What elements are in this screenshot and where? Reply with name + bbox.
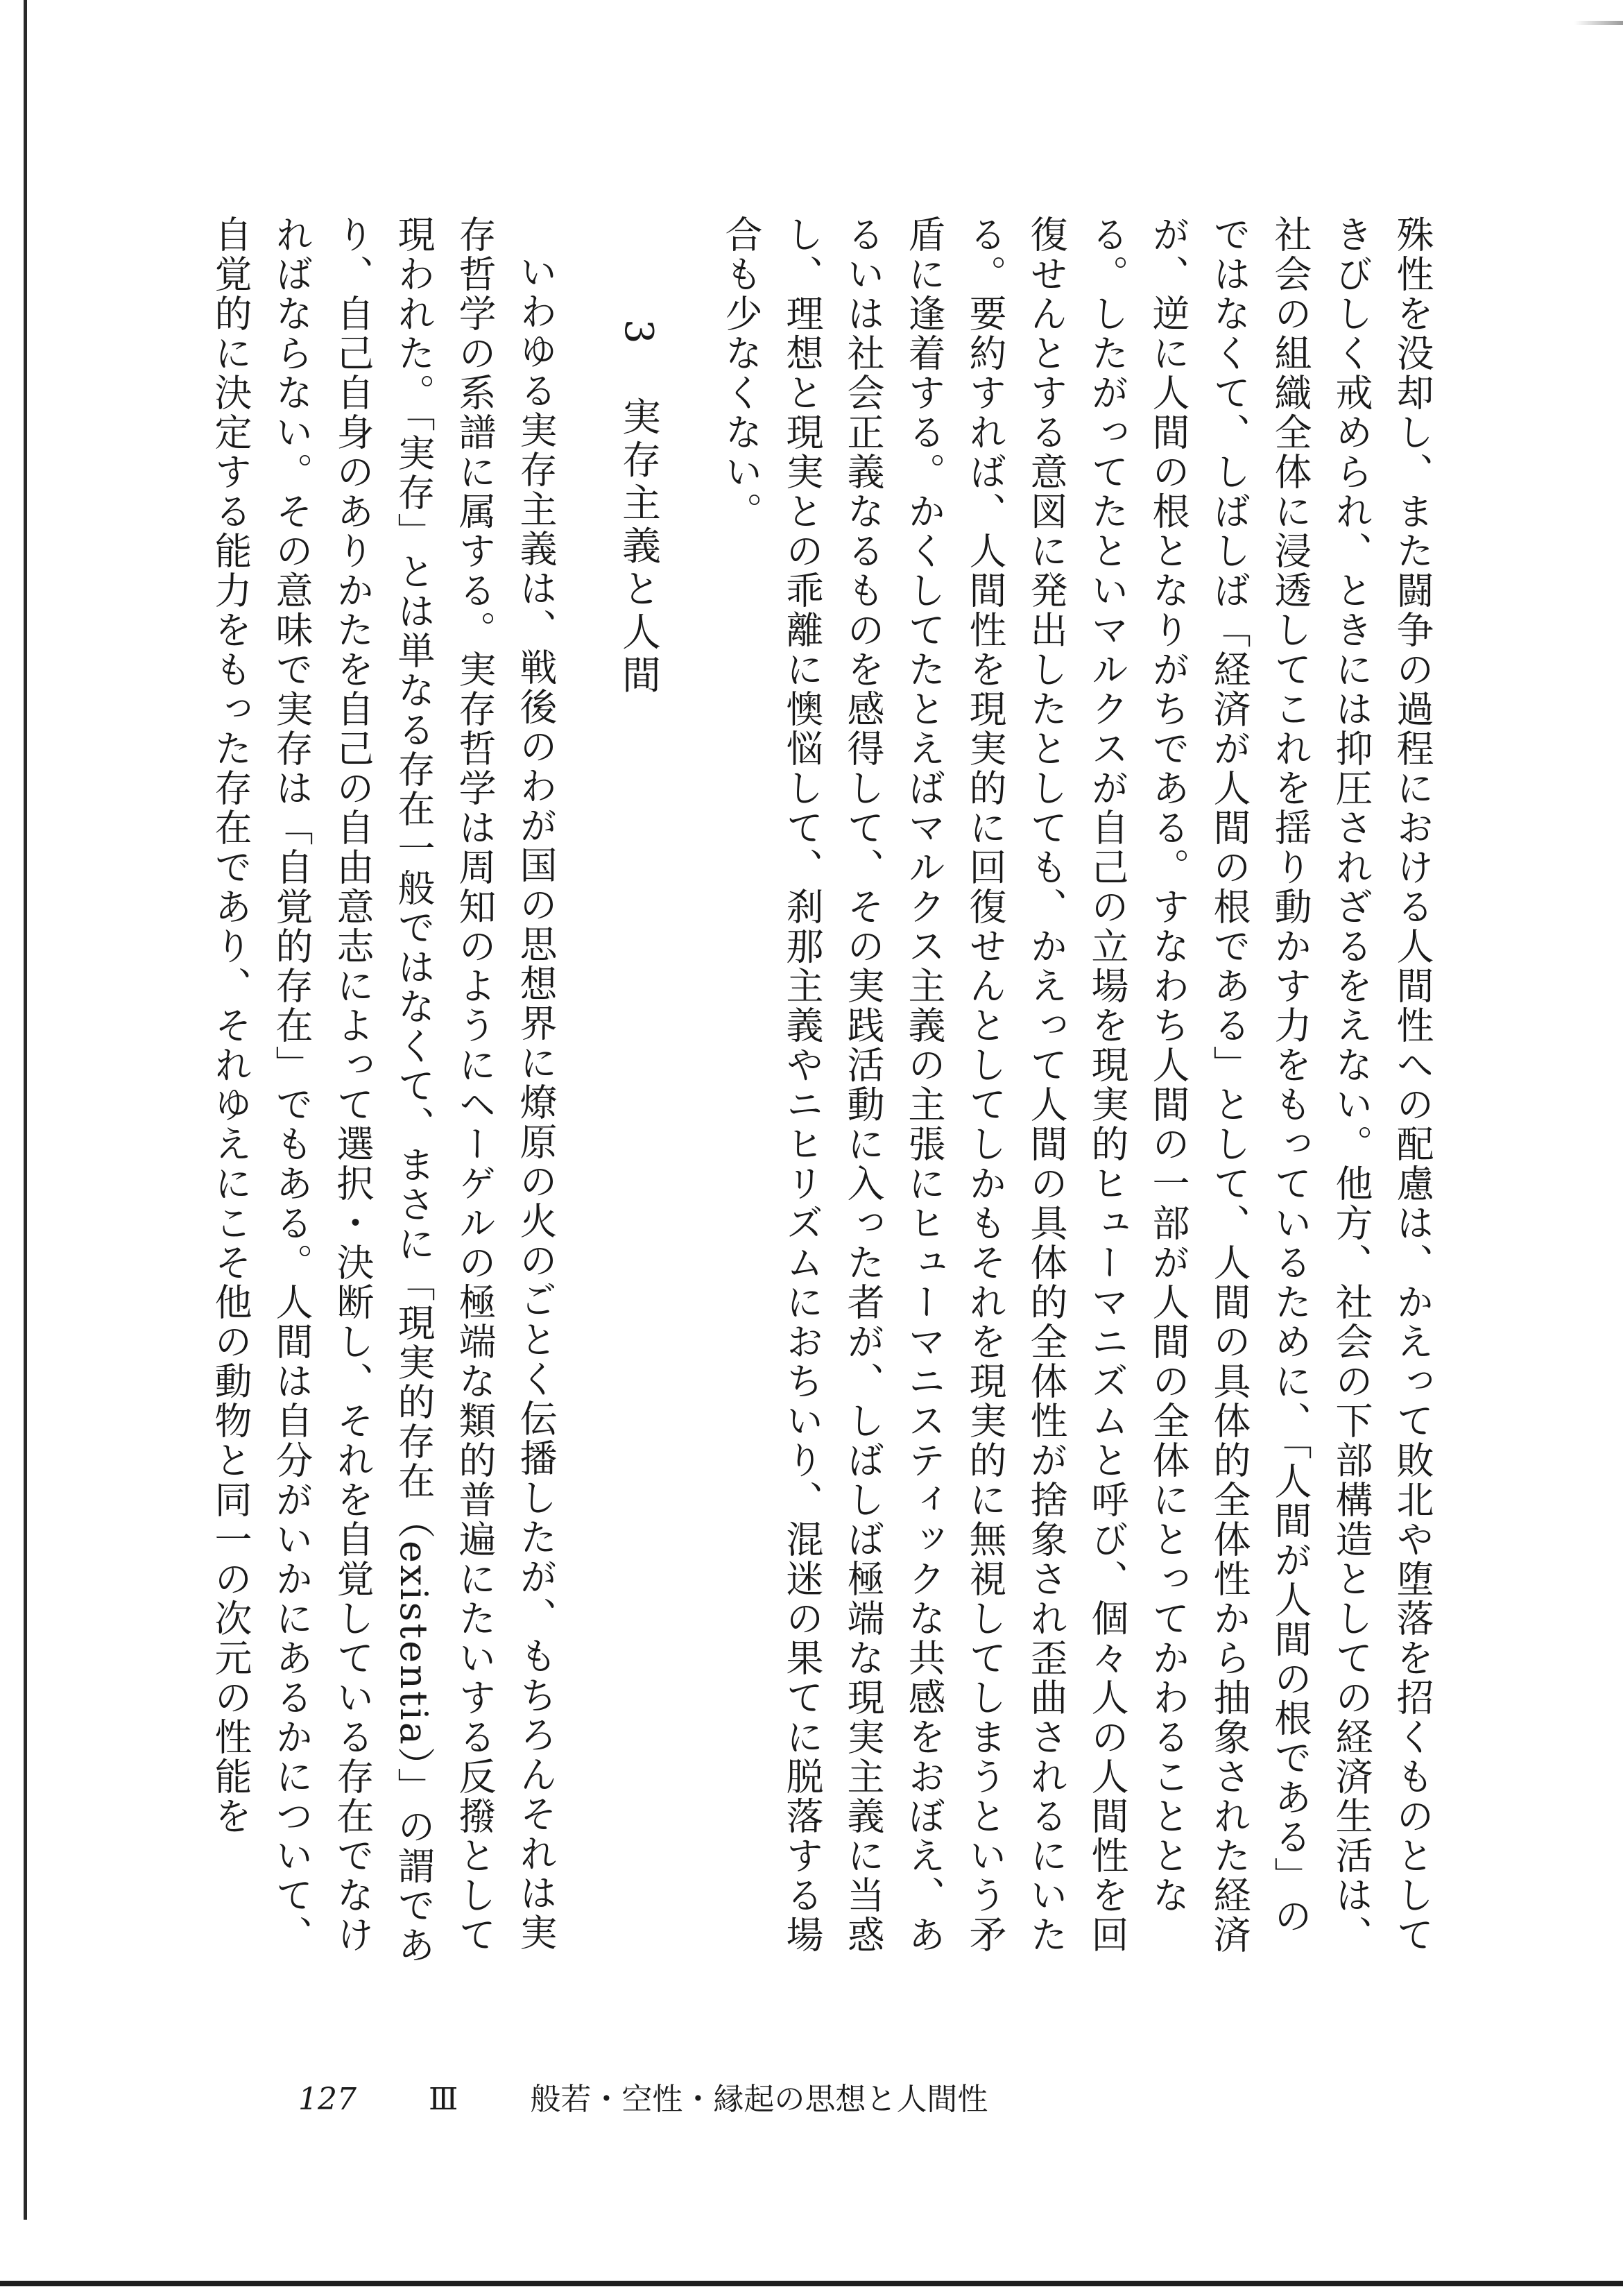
- part-title: 般若・空性・縁起の思想と人間性: [530, 2082, 988, 2117]
- paragraph-existentialism: いわゆる実存主義は、戦後のわが国の思想界に燎原の火のごとく伝播したが、もちろんそれは実存哲学の系譜に属する。実存哲学は周知のようにヘーゲルの極端な類的普遍にたいする反撥として現われた。「実存」とは単なる存在一般ではなくて、まさに「現実的存在（existentia）」の謂であり、自己自身のありかたを自己の自由意志によって選択・決断し、それを自覚している存在でなければならない。その意味で実存は「自覚的存在」でもある。人間は自分がいかにあるかについて、自覚的に決定する能力をもった存在であり、それゆえにこそ他の動物と同一の次元の性能を: [209, 215, 558, 1965]
- section-title: 実存主義と人間: [616, 396, 661, 698]
- scan-bottom-edge: [0, 2281, 1623, 2286]
- page-number: 127: [298, 2082, 357, 2117]
- scan-left-edge: [24, 0, 27, 2220]
- paragraph-continued: 殊性を没却し、また闘争の過程における人間性への配慮は、かえって敗北や堕落を招くものとしてきびしく戒められ、ときには抑圧されざるをえない。他方、社会の下部構造としての経済生活は、社会の組織全体に浸透してこれを揺り動かす力をもっているために、「人間が人間の根である」のではなくて、しばしば「経済が人間の根である」として、人間の具体的全体性から抽象された経済が、逆に人間の根となりがちである。すなわち人間の一部が人間の全体にとってかわることとなる。したがってたといマルクスが自己の立場を現実的ヒューマニズムと呼び、個々人の人間性を回復せんとする意図に発出したとしても、かえって人間の具体的全体性が捨象され歪曲されるにいたる。要約すれば、人間性を現実的に回復せんとしてしかもそれを現実的に無視してしまうという矛盾に逢着する。かくしてたとえばマルクス主義の主張にヒューマニスティックな共感をおぼえ、あるいは社会正義なるものを感得して、その実践活動に入った者が、しばしば極端な現実主義に当惑し、理想と現実との乖離に懊悩して、刹那主義やニヒリズムにおちいり、混迷の果てに脱落する場合も少なくない。: [719, 215, 1434, 1955]
- running-footer: [298, 2074, 1050, 2118]
- section-heading: [566, 215, 710, 1970]
- section-number: 3: [616, 319, 661, 348]
- scan-corner-mark: [1574, 21, 1623, 25]
- body-text-column: [209, 215, 1443, 1970]
- part-numeral: Ⅲ: [428, 2082, 458, 2117]
